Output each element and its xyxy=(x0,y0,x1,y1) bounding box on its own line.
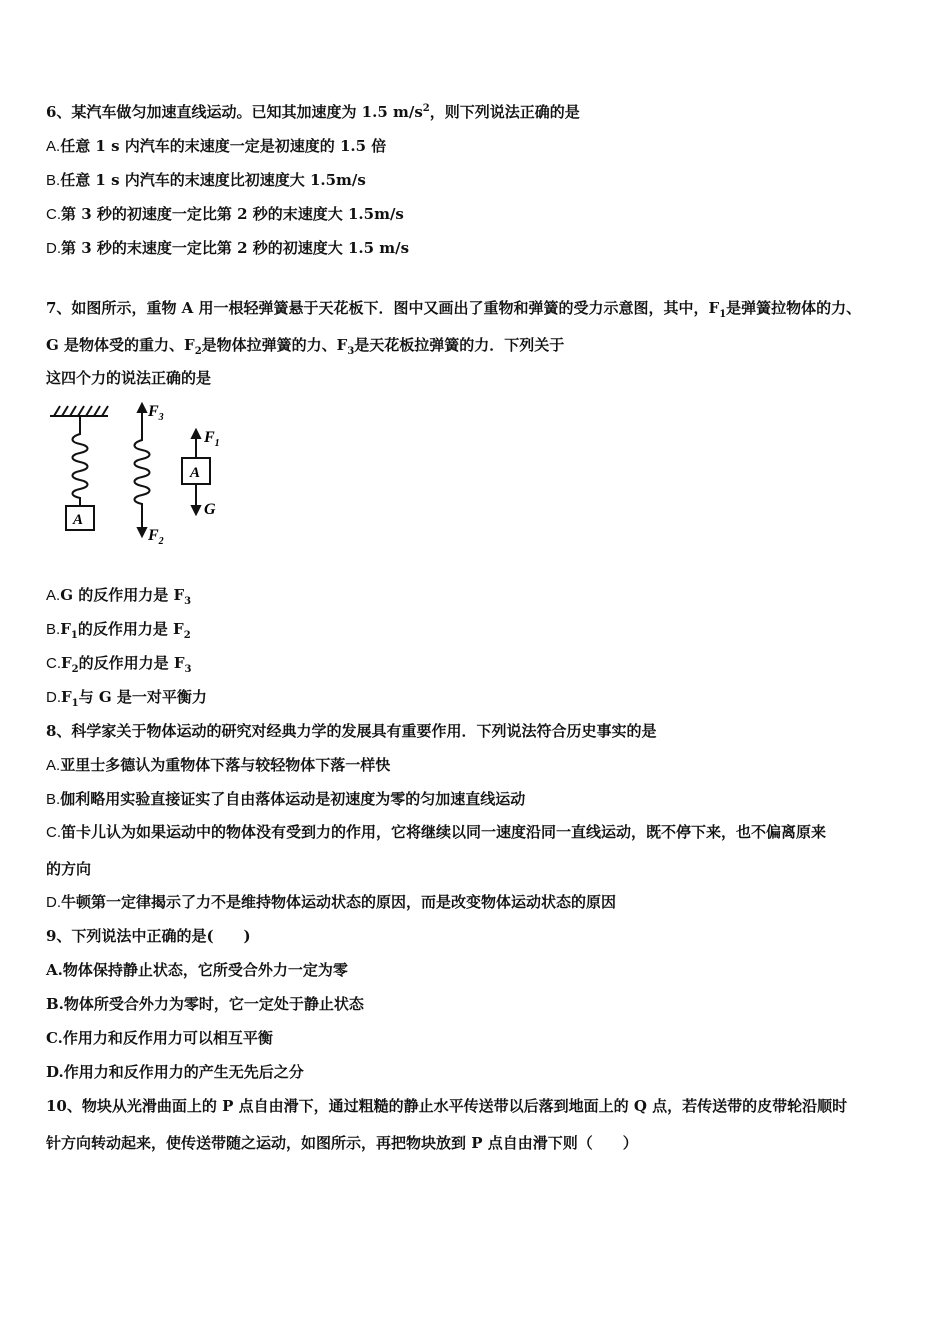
q9-option-d: D.作用力和反作用力的产生无先后之分 xyxy=(46,1063,304,1081)
q8-option-a: A.亚里士多德认为重物体下落与较轻物体下落一样快 xyxy=(46,756,391,774)
q6-option-d: D.第 3 秒的末速度一定比第 2 秒的初速度大 1.5 m/s xyxy=(46,239,410,257)
ceiling-hatch xyxy=(50,406,108,416)
q8-option-c: C.笛卡儿认为如果运动中的物体没有受到力的作用，它将继续以同一速度沿同一直线运动，既不停下来，也不偏离原来 xyxy=(46,823,827,841)
q8-stem: 8、科学家关于物体运动的研究对经典力学的发展具有重要作用．下列说法符合历史事实的是 xyxy=(46,722,657,740)
q7-option-a: A.G 的反作用力是 $F_3$ xyxy=(46,586,192,607)
q8-option-d: D.牛顿第一定律揭示了力不是维持物体运动状态的原因，而是改变物体运动状态的原因 xyxy=(46,893,617,911)
q7-option-c: $C.F_2$的反作用力是 $F_3$ xyxy=(46,654,192,675)
q10-stem-line1: 10、物块从光滑曲面上的 P 点自由滑下，通过粗糙的静止水平传送带以后落到地面上的 Q 点，若传送带的皮带轮沿顺时 xyxy=(46,1097,848,1115)
q6-option-a: A.任意 1 s 内汽车的末速度一定是初速度的 1.5 倍 xyxy=(46,137,387,155)
block-a-label-2: A xyxy=(190,465,201,481)
q7-option-b: $B.F_1$的反作用力是 $F_2$ xyxy=(46,620,191,641)
hanging-spring xyxy=(73,416,88,506)
arrow-g-icon xyxy=(192,484,200,514)
q7-option-d: $D.F_1$与 G 是一对平衡力 xyxy=(46,688,207,709)
free-spring xyxy=(135,428,150,516)
arrow-f1-icon xyxy=(192,430,200,458)
q6-option-b: B.任意 1 s 内汽车的末速度比初速度大 1.5m/s xyxy=(46,171,366,189)
q7-stem-line1: 7、如图所示，重物 A 用一根轻弹簧悬于天花板下．图中又画出了重物和弹簧的受力示意图，其中，$F_1$是弹簧拉物体的力、 xyxy=(46,299,862,320)
q6-option-c: C.第 3 秒的初速度一定比第 2 秒的末速度大 1.5m/s xyxy=(46,205,404,223)
q9-option-a: A.物体保持静止状态，它所受合外力一定为零 xyxy=(46,961,348,979)
label-f3: $F_3$ xyxy=(148,403,164,423)
q8-option-b: B.伽利略用实验直接证实了自由落体运动是初速度为零的匀加速直线运动 xyxy=(46,790,526,808)
q9-option-c: C.作用力和反作用力可以相互平衡 xyxy=(46,1029,273,1047)
arrow-f3-icon xyxy=(138,404,146,428)
q10-stem-line2: 针方向转动起来，使传送带随之运动，如图所示，再把物块放到 P 点自由滑下则（ ） xyxy=(46,1134,638,1152)
q6-stem: 6、某汽车做匀加速直线运动。已知其加速度为 1.5 $m/s^2$，则下列说法正确的是 xyxy=(46,103,580,121)
q9-option-b: B.物体所受合外力为零时，它一定处于静止状态 xyxy=(46,995,364,1013)
label-f2: $F_2$ xyxy=(148,527,164,547)
q7-stem-line2: G 是物体受的重力、$F_2$是物体拉弹簧的力、$F_3$是天花板拉弹簧的力．下列关于 xyxy=(46,336,565,357)
q8-option-c-continued: 的方向 xyxy=(46,860,92,878)
q9-stem: 9、下列说法中正确的是( ) xyxy=(46,927,251,945)
arrow-f2-icon xyxy=(138,516,146,536)
spring-force-diagram xyxy=(44,400,236,552)
q7-stem-line3: 这四个力的说法正确的是 xyxy=(46,369,212,387)
label-g: G xyxy=(204,501,216,518)
block-a-label-1: A xyxy=(73,512,84,528)
label-f1: $F_1$ xyxy=(204,429,220,449)
